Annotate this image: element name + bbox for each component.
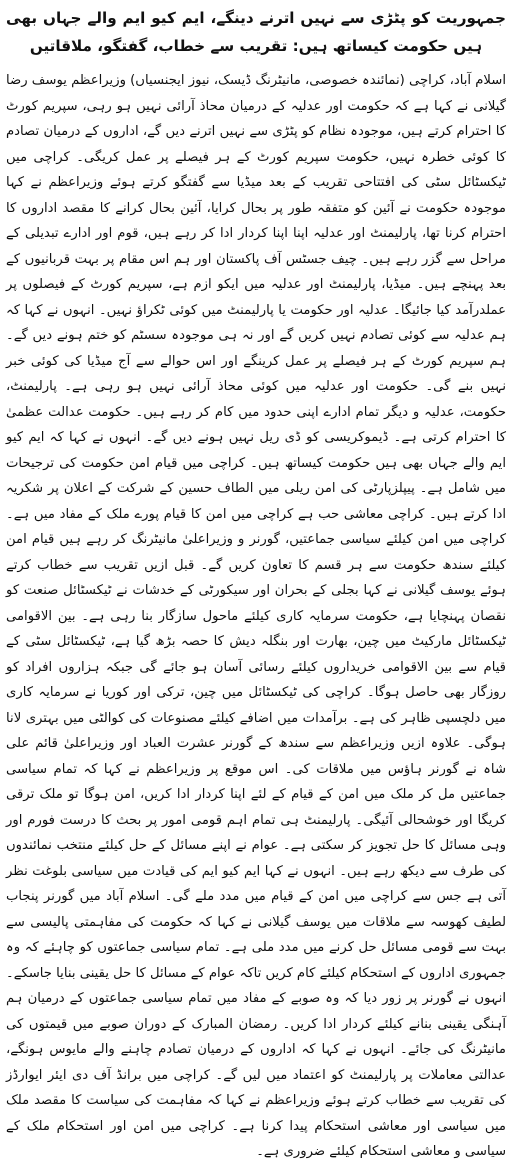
news-article — [6, 4, 506, 1165]
article-body: اسلام آباد، کراچی (نمائندہ خصوصی، مانیٹرنگ ڈیسک، نیوز ایجنسیاں) وزیراعظم یوسف رضا گیلانی نے کہا ہے کہ حکومت اور عدلیہ کے درمیان محاذ آرائی نہیں ہو رہی، سپریم کورٹ کا احترام کرتے ہیں، موجودہ نظام کو پٹڑی سے نہیں اترنے دیں گے، اداروں کے درمیان تصادم کا کوئی خطرہ نہیں، حکومت سپریم کورٹ کے ہر فیصلے پر عمل کریگی۔ کراچی میں ٹیکسٹائل سٹی کی افتتاحی تقریب کے بعد میڈیا سے گفتگو کرتے ہوئے وزیراعظم نے کہا موجودہ حکومت نے آئین کو متفقہ طور پر بحال کرایا، آئین بحال کرانے کا مقصد اداروں کا احترام کرنا تھا، پارلیمنٹ اور عدلیہ اپنا اپنا کردار ادا کر رہے ہیں، قوم اور ادارے تبدیلی کے مراحل سے گزر رہے ہیں۔ چیف جسٹس آف پاکستان اور ہم اس مقام پر بہت قربانیوں کے بعد پہنچے ہیں۔ میڈیا، پارلیمنٹ اور عدلیہ میں ایکو ازم ہے، سپریم کورٹ کے فیصلوں پر عملدرآمد کیا جائیگا۔ عدلیہ اور حکومت یا پارلیمنٹ میں کوئی ٹکراؤ نہیں۔ انہوں نے کہا کہ ہم عدلیہ سے کوئی تصادم نہیں کریں گے اور نہ ہی موجودہ سسٹم کو ختم ہونے دیں گے۔ ہم سپریم کورٹ کے ہر فیصلے پر عمل کرینگے اور اس حوالے سے آج میڈیا کی کوئی خبر نہیں بنے گی۔ حکومت اور عدلیہ میں کوئی محاذ آرائی نہیں ہو رہی ہے۔ پارلیمنٹ، حکومت، عدلیہ و دیگر تمام ادارے اپنی حدود میں کام کر رہے ہیں۔ حکومت عدالت عظمیٰ کا احترام کرتی ہے۔ ڈیموکریسی کو ڈی ریل نہیں ہونے دیں گے۔ انہوں نے کہا کہ ایم کیو ایم والے جہاں بھی ہیں حکومت کیساتھ ہیں۔ کراچی میں قیام امن حکومت کی ترجیحات میں شامل ہے۔ پیپلزپارٹی کی امن ریلی میں الطاف حسین کے شرکت کے اعلان پر شکریہ ادا کرتے ہیں۔ کراچی معاشی حب ہے کراچی میں امن کا قیام پورے ملک کے مفاد میں ہے۔ کراچی میں امن کیلئے سیاسی جماعتیں، گورنر و وزیراعلیٰ مانیٹرنگ کر رہے ہیں قیام امن کیلئے سندھ حکومت سے ہر قسم کا تعاون کریں گے۔ قبل ازیں تقریب سے خطاب کرتے ہوئے یوسف گیلانی نے کہا بجلی کے بحران اور سیکورٹی کے خدشات نے ٹیکسٹائل صنعت کو نقصان پہنچایا ہے، حکومت سرمایہ کاری کیلئے ماحول سازگار بنا رہی ہے۔ بین الاقوامی ٹیکسٹائل مارکیٹ میں چین، بھارت اور بنگلہ دیش کا حصہ بڑھ گیا ہے، ٹیکسٹائل سٹی کے قیام سے بین الاقوامی خریداروں کیلئے رسائی آسان ہو جائے گی جبکہ ہزاروں افراد کو روزگار بھی حاصل ہوگا۔ کراچی کی ٹیکسٹائل میں چین، ترکی اور کوریا نے سرمایہ کاری میں دلچسپی ظاہر کی ہے۔ برآمدات میں اضافے کیلئے مصنوعات کی کوالٹی میں بہتری لانا ہوگی۔ علاوہ ازیں وزیراعظم سے سندھ کے گورنر عشرت العباد اور وزیراعلیٰ قائم علی شاہ نے گورنر ہاؤس میں ملاقات کی۔ اس موقع پر وزیراعظم نے کہا کہ تمام سیاسی جماعتیں مل کر ملک میں امن کے قیام کے لئے اپنا کردار ادا کریں، امن ہوگا تو ملک ترقی کریگا اور خوشحالی آئیگی۔ پارلیمنٹ ہی تمام اہم قومی امور پر بحث کا درست فورم اور وہی مسائل کا حل تجویز کر سکتی ہے۔ عوام نے اپنے مسائل کے حل کیلئے منتخب نمائندوں کی طرف سے دیکھ رہے ہیں۔ انہوں نے کہا ایم کیو ایم کی قیادت میں سیاسی بلوغت نظر آتی ہے جس سے کراچی میں امن کے قیام میں مدد ملے گی۔ اسلام آباد میں گورنر پنجاب لطیف کھوسہ سے ملاقات میں یوسف گیلانی نے کہا کہ حکومت کی مفاہمتی پالیسی سے بہت سے قومی مسائل حل کرنے میں مدد ملی ہے۔ تمام سیاسی جماعتوں کو چاہئے کہ وہ جمہوری اداروں کے استحکام کیلئے کام کریں تاکہ عوام کے مسائل کا حل یقینی بنایا جاسکے۔ انہوں نے گورنر پر زور دیا کہ وہ صوبے کے مفاد میں تمام سیاسی جماعتوں کے درمیان ہم آہنگی یقینی بنانے کیلئے کردار ادا کریں۔ رمضان المبارک کے دوران صوبے میں قیمتوں کی مانیٹرنگ کی جائے۔ انہوں نے کہا کہ اداروں کے درمیان تصادم چاہنے والے مایوس ہونگے، عدالتی معاملات پر پارلیمنٹ کو اعتماد میں لیں گے۔ کراچی میں برانڈ آف دی ایئر ایوارڈز کی تقریب سے خطاب کرتے ہوئے وزیراعظم نے کہا کہ مفاہمت کی سیاست کا مقصد ملک میں سیاسی اور معاشی استحکام پیدا کرنا ہے۔ کراچی میں امن اور استحکام ملک کے سیاسی و معاشی استحکام کیلئے ضروری ہے۔ — [6, 73, 506, 1159]
headline: جمہوریت کو پٹڑی سے نہیں اترنے دینگے، ایم کیو ایم والے جہاں بھی ہیں حکومت کیساتھ ہیں: تقریب سے خطاب، گفتگو، ملاقاتیں — [6, 9, 506, 55]
